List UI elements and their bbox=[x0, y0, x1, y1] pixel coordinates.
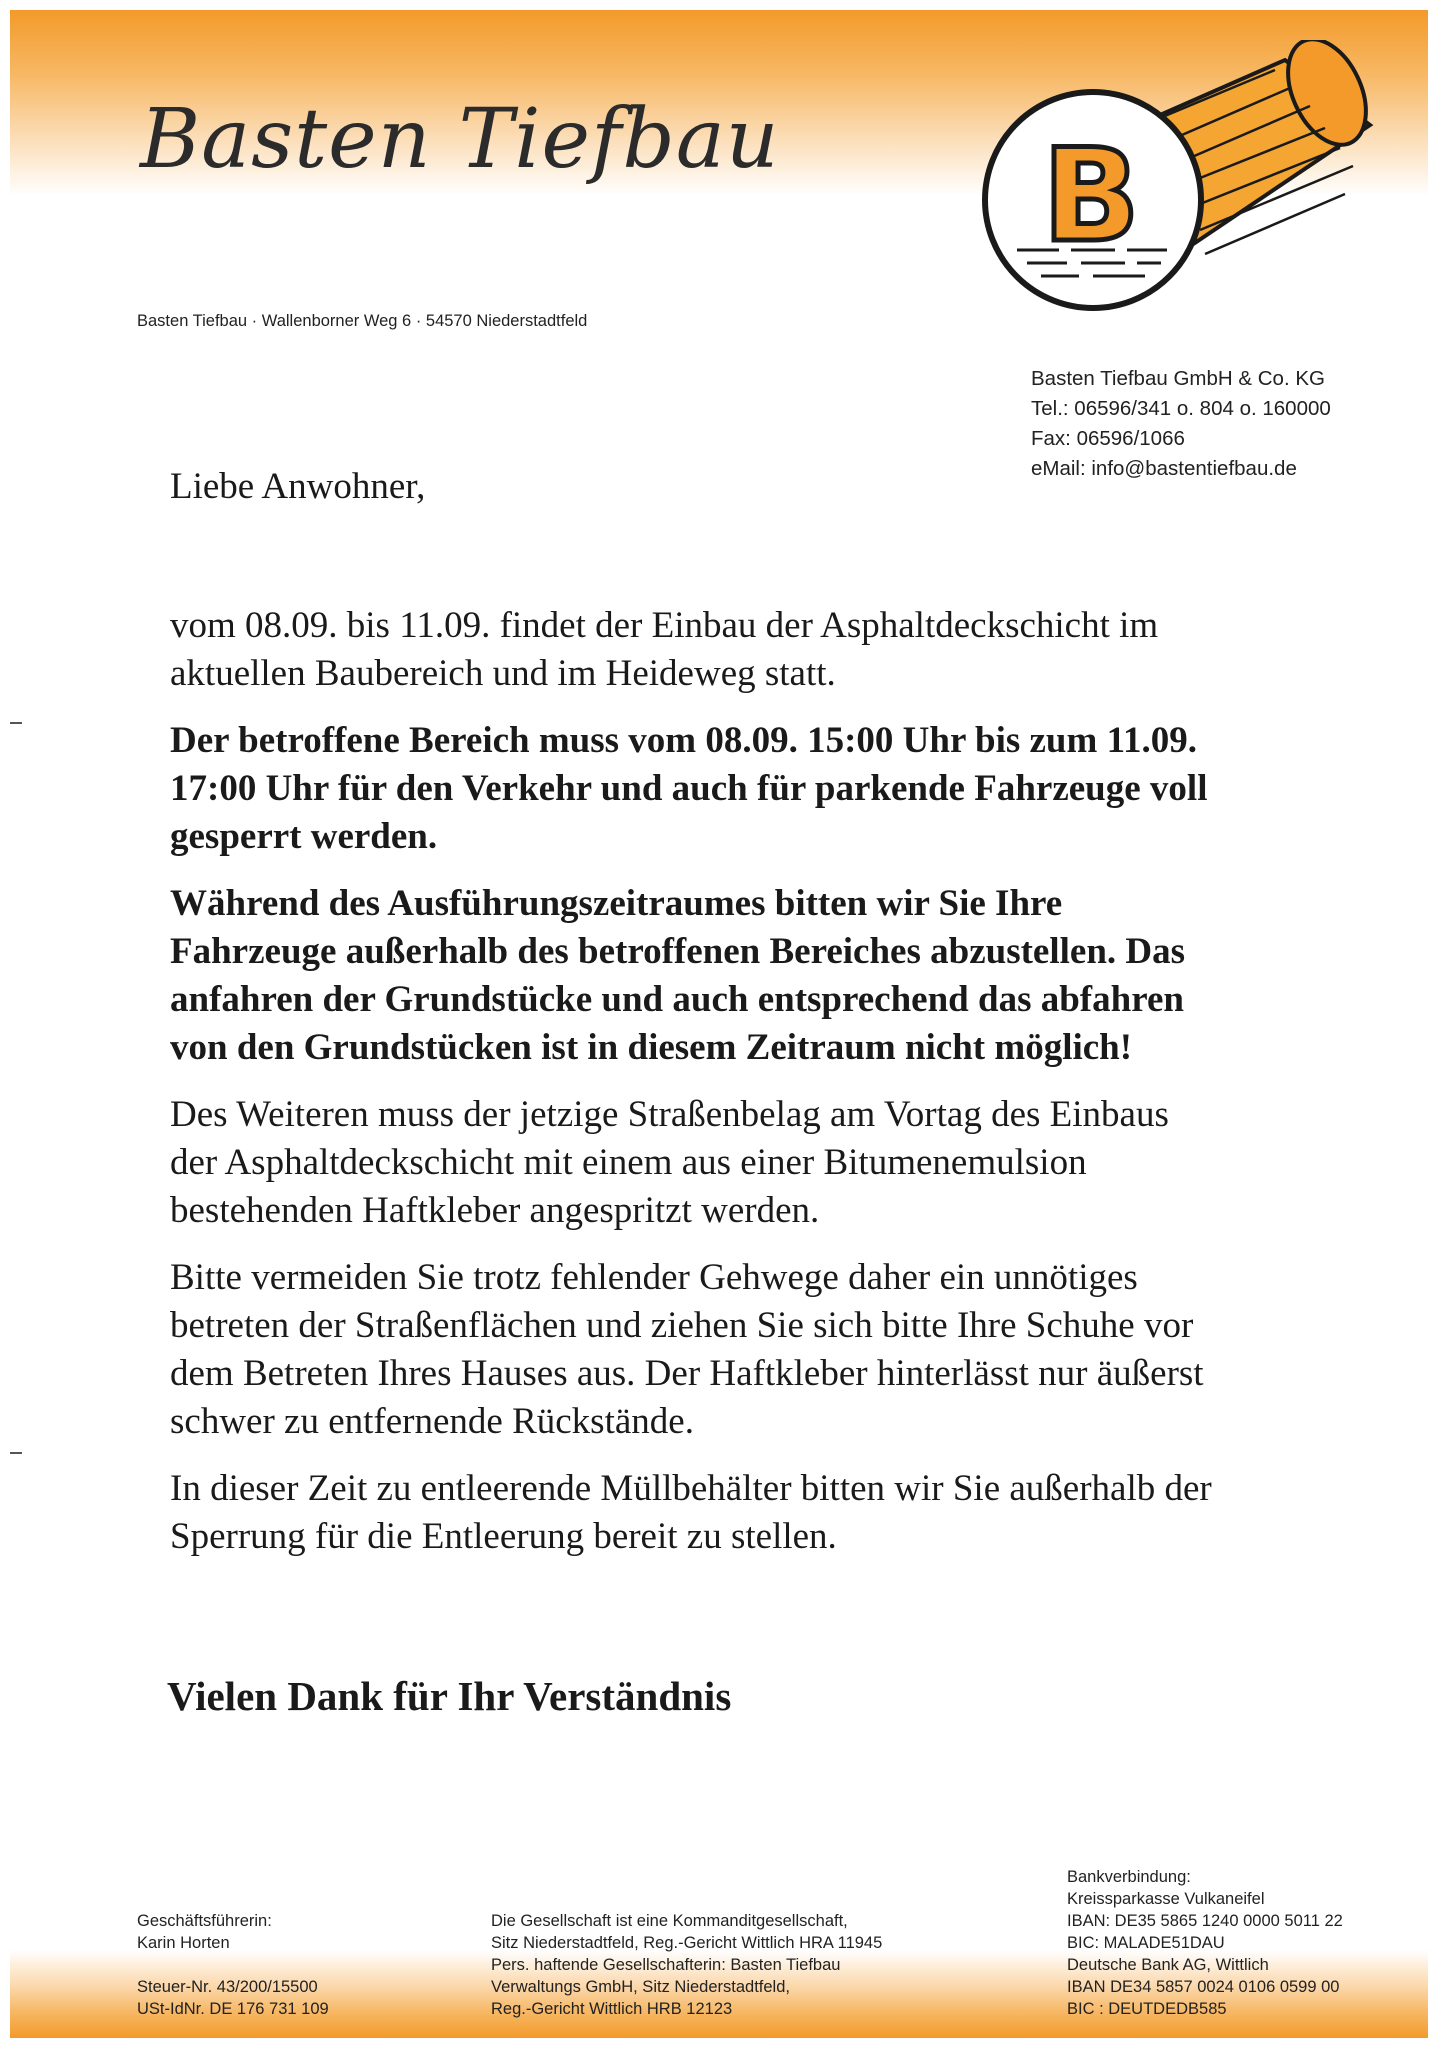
paragraph-line: schwer zu entfernende Rückstände. bbox=[170, 1401, 694, 1442]
paragraph-line: gesperrt werden. bbox=[170, 816, 438, 857]
footer-legal bbox=[491, 1910, 882, 2020]
paragraph-line: von den Grundstücken ist in diesem Zeitraum nicht möglich! bbox=[170, 1027, 1133, 1068]
legal-line: Pers. haftende Gesellschafterin: Basten Tiefbau bbox=[491, 1956, 841, 1974]
pipe-with-b-logo-icon bbox=[975, 40, 1395, 330]
body-paragraph bbox=[170, 1465, 1300, 1561]
paragraph-line: betreten der Straßenflächen und ziehen Sie sich bitte Ihre Schuhe vor bbox=[170, 1305, 1194, 1346]
logo-letter-b: B bbox=[1042, 122, 1140, 271]
paragraph-line: Des Weiteren muss der jetzige Straßenbelag am Vortag des Einbaus bbox=[170, 1094, 1169, 1135]
management-name: Karin Horten bbox=[137, 1934, 230, 1952]
closing-line: Vielen Dank für Ihr Verständnis bbox=[167, 1673, 732, 1719]
paragraph-line: der Asphaltdeckschicht mit einem aus einer Bitumenemulsion bbox=[170, 1142, 1087, 1183]
contact-tel: Tel.: 06596/341 o. 804 o. 160000 bbox=[1031, 397, 1331, 420]
bank-name: Deutsche Bank AG, Wittlich bbox=[1067, 1956, 1269, 1974]
bank-bic: BIC: MALADE51DAU bbox=[1067, 1934, 1225, 1952]
contact-block bbox=[1031, 364, 1331, 484]
paragraph-line: aktuellen Baubereich und im Heideweg statt. bbox=[170, 653, 836, 694]
legal-line: Verwaltungs GmbH, Sitz Niederstadtfeld, bbox=[491, 1978, 790, 1996]
letter-body bbox=[170, 602, 1300, 1580]
tax-number: Steuer-Nr. 43/200/15500 bbox=[137, 1978, 318, 1996]
paragraph-line: dem Betreten Ihres Hauses aus. Der Haftkleber hinterlässt nur äußerst bbox=[170, 1353, 1204, 1394]
fold-mark bbox=[10, 722, 22, 724]
body-paragraph bbox=[170, 1091, 1300, 1235]
vat-id: USt-IdNr. DE 176 731 109 bbox=[137, 2000, 329, 2018]
fold-mark bbox=[10, 1452, 22, 1454]
paragraph-line: 17:00 Uhr für den Verkehr und auch für parkende Fahrzeuge voll bbox=[170, 768, 1208, 809]
body-paragraph bbox=[170, 1254, 1300, 1446]
body-paragraph bbox=[170, 602, 1300, 698]
legal-line: Sitz Niederstadtfeld, Reg.-Gericht Wittlich HRA 11945 bbox=[491, 1934, 883, 1952]
company-name: Basten Tiefbau bbox=[140, 92, 780, 187]
salutation: Liebe Anwohner, bbox=[170, 466, 426, 507]
paragraph-line: Der betroffene Bereich muss vom 08.09. 15:00 Uhr bis zum 11.09. bbox=[170, 720, 1198, 761]
contact-fax: Fax: 06596/1066 bbox=[1031, 427, 1185, 450]
legal-line: Die Gesellschaft ist eine Kommanditgesellschaft, bbox=[491, 1912, 848, 1930]
bank-name: Kreissparkasse Vulkaneifel bbox=[1067, 1890, 1265, 1908]
paragraph-line: Während des Ausführungszeitraumes bitten wir Sie Ihre bbox=[170, 883, 1063, 924]
footer-management bbox=[137, 1910, 329, 2020]
bank-bic: BIC : DEUTDEDB585 bbox=[1067, 2000, 1227, 2018]
bank-label: Bankverbindung: bbox=[1067, 1868, 1191, 1886]
management-label: Geschäftsführerin: bbox=[137, 1912, 272, 1930]
footer-bank bbox=[1067, 1866, 1343, 2020]
paragraph-line: Fahrzeuge außerhalb des betroffenen Bereiches abzustellen. Das bbox=[170, 931, 1186, 972]
paragraph-line: Bitte vermeiden Sie trotz fehlender Gehwege daher ein unnötiges bbox=[170, 1257, 1138, 1298]
paragraph-line: In dieser Zeit zu entleerende Müllbehälter bitten wir Sie außerhalb der bbox=[170, 1468, 1212, 1509]
body-paragraph bbox=[170, 880, 1300, 1072]
contact-email: eMail: info@bastentiefbau.de bbox=[1031, 457, 1297, 480]
bank-iban: IBAN DE34 5857 0024 0106 0599 00 bbox=[1067, 1978, 1340, 1996]
legal-line: Reg.-Gericht Wittlich HRB 12123 bbox=[491, 2000, 733, 2018]
sender-address-line: Basten Tiefbau · Wallenborner Weg 6 · 54570 Niederstadtfeld bbox=[137, 312, 588, 330]
paragraph-line: anfahren der Grundstücke und auch entsprechend das abfahren bbox=[170, 979, 1184, 1020]
paragraph-line: bestehenden Haftkleber angespritzt werden. bbox=[170, 1190, 820, 1231]
contact-company: Basten Tiefbau GmbH & Co. KG bbox=[1031, 367, 1325, 390]
paragraph-line: vom 08.09. bis 11.09. findet der Einbau der Asphaltdeckschicht im bbox=[170, 605, 1159, 646]
bank-iban: IBAN: DE35 5865 1240 0000 5011 22 bbox=[1067, 1912, 1343, 1930]
paragraph-line: Sperrung für die Entleerung bereit zu stellen. bbox=[170, 1516, 837, 1557]
body-paragraph bbox=[170, 717, 1300, 861]
